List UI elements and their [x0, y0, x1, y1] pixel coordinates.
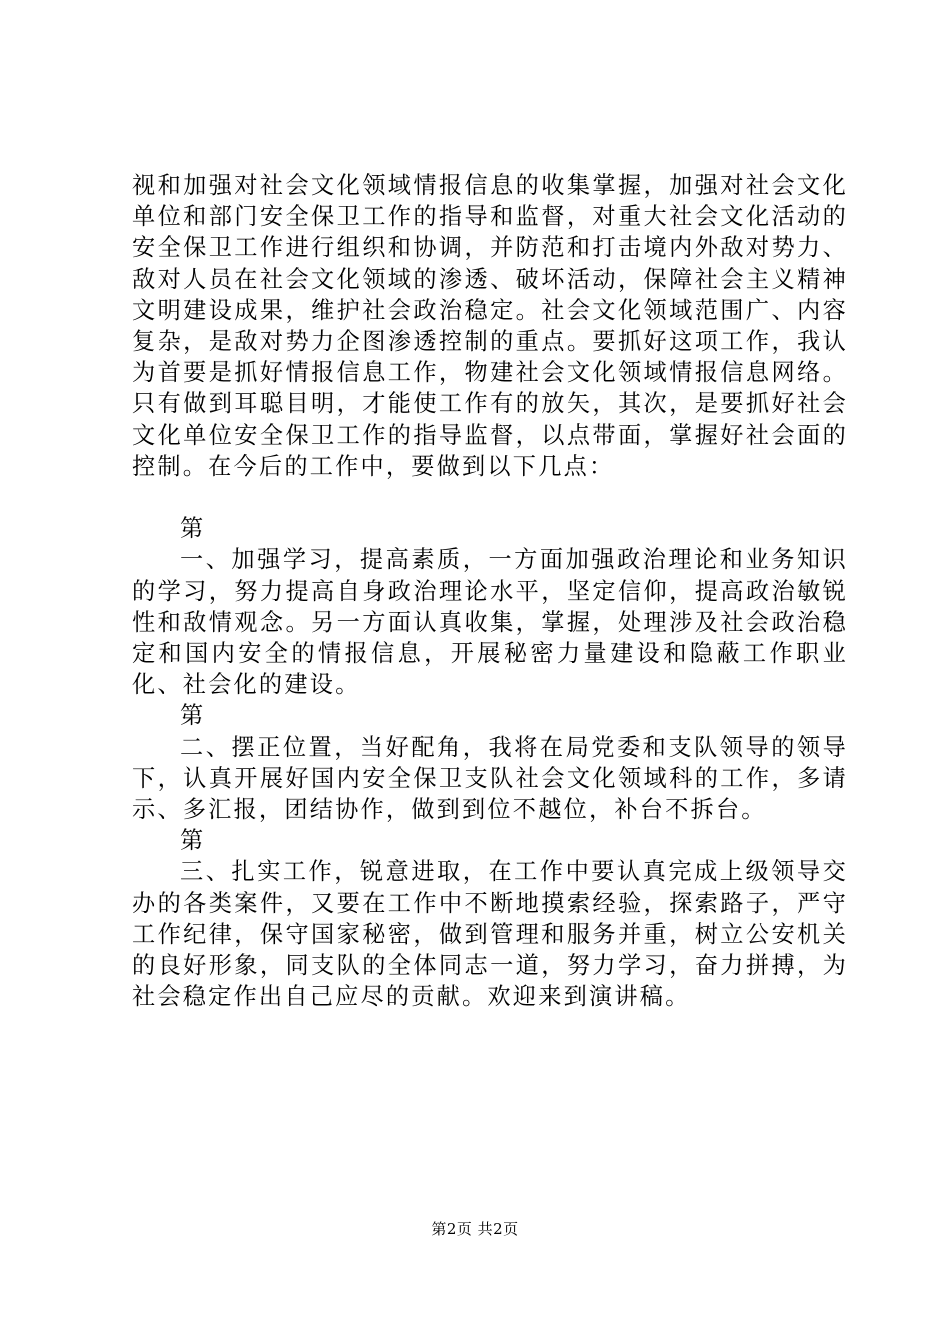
- page-number-footer: 第2页 共2页: [431, 1220, 519, 1238]
- point-paragraph-3: 三、扎实工作，锐意进取，在工作中要认真完成上级领导交办的各类案件，又要在工作中不断地摸索经验，探索路子，严守工作纪律，保守国家秘密，做到管理和服务并重，树立公安机关的良好形象，同支队的全体同志一道，努力学习，奋力拼搏，为社会稳定作出自己应尽的贡献。欢迎来到演讲稿。: [132, 858, 848, 1011]
- point-paragraph-1: 一、加强学习，提高素质，一方面加强政治理论和业务知识的学习，努力提高自身政治理论水平，坚定信仰，提高政治敏锐性和敌情观念。另一方面认真收集，掌握，处理涉及社会政治稳定和国内安全的情报信息，开展秘密力量建设和隐蔽工作职业化、社会化的建设。: [132, 546, 848, 699]
- point-paragraph-2: 二、摆正位置，当好配角，我将在局党委和支队领导的领导下，认真开展好国内安全保卫支队社会文化领域科的工作，多请示、多汇报，团结协作，做到到位不越位，补台不拆台。: [132, 733, 848, 824]
- section-marker-3: 第: [180, 827, 206, 855]
- section-marker-2: 第: [180, 702, 206, 730]
- paragraph-gap: [132, 482, 848, 513]
- section-marker-1: 第: [180, 515, 206, 543]
- intro-paragraph: 视和加强对社会文化领域情报信息的收集掌握，加强对社会文化单位和部门安全保卫工作的指导和监督，对重大社会文化活动的安全保卫工作进行组织和协调，并防范和打击境内外敌对势力、敌对人员在社会文化领域的渗透、破坏活动，保障社会主义精神文明建设成果，维护社会政治稳定。社会文化领域范围广、内容复杂，是敌对势力企图渗透控制的重点。要抓好这项工作，我认为首要是抓好情报信息工作，物建社会文化领域情报信息网络。只有做到耳聪目明，才能使工作有的放矢，其次，是要抓好社会文化单位安全保卫工作的指导监督，以点带面，掌握好社会面的控制。在今后的工作中，要做到以下几点：: [132, 172, 848, 480]
- document-body: [132, 170, 848, 1012]
